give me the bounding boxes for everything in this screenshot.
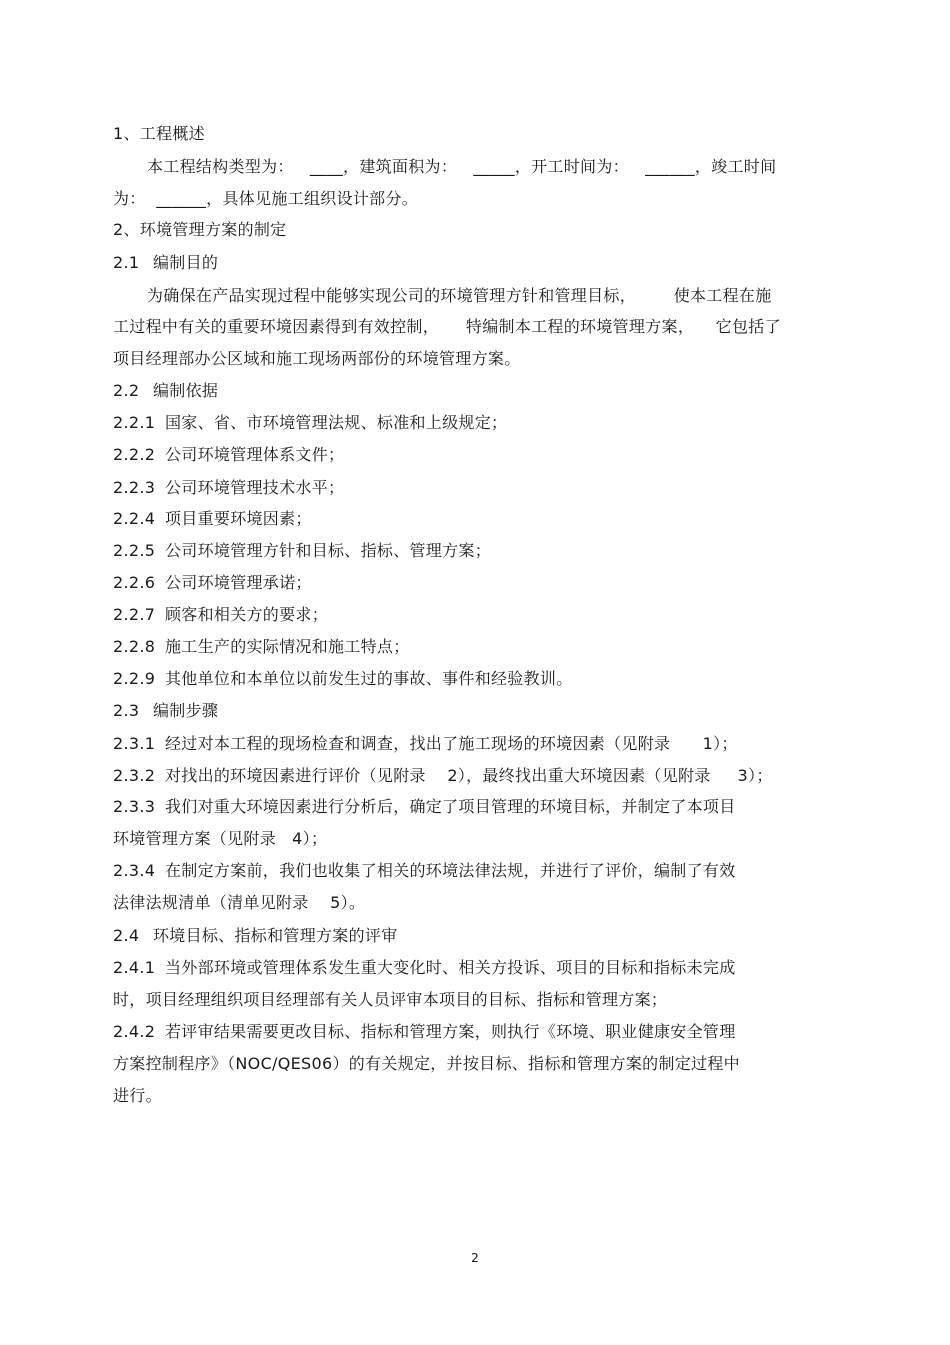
list-item-continuation: 时，项目经理组织项目经理部有关人员评审本项目的目标、指标和管理方案； bbox=[113, 990, 668, 1009]
section-1-paragraph-line-1: 本工程结构类型为： ____，建筑面积为： _____，开工时间为： ______，竣工时间 bbox=[147, 157, 777, 176]
item-text: 顾客和相关方的要求； bbox=[165, 605, 329, 624]
list-item bbox=[113, 797, 736, 817]
section-title: 编制步骤 bbox=[153, 701, 219, 720]
section-2-1-paragraph-line-3: 项目经理部办公区域和施工现场两部份的环境管理方案。 bbox=[113, 349, 521, 368]
item-text: 国家、省、市环境管理法规、标准和上级规定； bbox=[165, 413, 508, 432]
section-2-1-paragraph-line-1: 为确保在产品实现过程中能够实现公司的环境管理方针和管理目标， 使本工程在施 bbox=[147, 286, 772, 305]
list-item-continuation: 环境管理方案（见附录 4）； bbox=[113, 829, 328, 848]
item-number: 2.2.9 bbox=[113, 669, 156, 688]
item-number: 2.2.5 bbox=[113, 541, 156, 560]
item-number: 2.3.3 bbox=[113, 797, 156, 816]
section-title: 环境目标、指标和管理方案的评审 bbox=[153, 926, 398, 945]
list-item bbox=[113, 861, 736, 881]
item-text: 公司环境管理体系文件； bbox=[165, 445, 345, 464]
section-number: 2.1 bbox=[113, 253, 140, 272]
list-item bbox=[113, 958, 736, 978]
item-text: 施工生产的实际情况和施工特点； bbox=[165, 637, 410, 656]
section-2-title: 2、环境管理方案的制定 bbox=[113, 220, 287, 239]
item-number: 2.3.1 bbox=[113, 734, 156, 753]
list-item-continuation: 法律法规清单（清单见附录 5）。 bbox=[113, 893, 366, 912]
section-number: 2.4 bbox=[113, 926, 140, 945]
item-number: 2.2.3 bbox=[113, 478, 156, 497]
item-number: 2.2.4 bbox=[113, 509, 156, 528]
page-number: 2 bbox=[471, 1251, 479, 1265]
item-text: 若评审结果需要更改目标、指标和管理方案，则执行《环境、职业健康安全管理 bbox=[165, 1022, 736, 1041]
list-item bbox=[113, 1022, 736, 1042]
section-2-1-paragraph-line-2: 工过程中有关的重要环境因素得到有效控制， 特编制本工程的环境管理方案， 它包括了 bbox=[113, 317, 781, 336]
list-item bbox=[113, 605, 328, 625]
item-number: 2.4.1 bbox=[113, 958, 156, 977]
section-title: 编制目的 bbox=[153, 253, 219, 272]
list-item bbox=[113, 637, 410, 657]
list-item bbox=[113, 541, 491, 561]
list-item bbox=[113, 669, 573, 689]
item-text: 项目重要环境因素； bbox=[165, 509, 312, 528]
list-item-continuation: 方案控制程序》（NOC/QES06）的有关规定，并按目标、指标和管理方案的制定过程中 bbox=[113, 1054, 740, 1073]
list-item-continuation: 进行。 bbox=[113, 1086, 162, 1105]
list-item bbox=[113, 573, 312, 593]
item-text: 我们对重大环境因素进行分析后，确定了项目管理的环境目标，并制定了本项目 bbox=[165, 797, 736, 816]
item-number: 2.2.1 bbox=[113, 413, 156, 432]
list-item bbox=[113, 413, 507, 433]
item-text: 公司环境管理承诺； bbox=[165, 573, 312, 592]
section-1-paragraph-line-2: 为： ______，具体见施工组织设计部分。 bbox=[113, 189, 419, 208]
section-2-4-heading bbox=[113, 926, 398, 946]
item-number: 2.2.6 bbox=[113, 573, 156, 592]
section-2-2-heading bbox=[113, 381, 218, 401]
list-item bbox=[113, 734, 738, 754]
item-number: 2.2.7 bbox=[113, 605, 156, 624]
item-text: 公司环境管理方针和目标、指标、管理方案； bbox=[165, 541, 492, 560]
item-text: 对找出的环境因素进行评价（见附录 2），最终找出重大环境因素（见附录 3）； bbox=[165, 766, 773, 785]
item-number: 2.3.2 bbox=[113, 766, 156, 785]
item-text: 当外部环境或管理体系发生重大变化时、相关方投诉、项目的目标和指标未完成 bbox=[165, 958, 736, 977]
section-2-3-heading bbox=[113, 701, 218, 721]
list-item bbox=[113, 509, 312, 529]
item-number: 2.2.2 bbox=[113, 445, 156, 464]
section-number: 2.3 bbox=[113, 701, 140, 720]
section-number: 2.2 bbox=[113, 381, 140, 400]
item-text: 在制定方案前，我们也收集了相关的环境法律法规，并进行了评价，编制了有效 bbox=[165, 861, 736, 880]
list-item bbox=[113, 445, 344, 465]
item-text: 经过对本工程的现场检查和调查，找出了施工现场的环境因素（见附录 1）； bbox=[165, 734, 738, 753]
section-2-1-heading bbox=[113, 253, 218, 273]
list-item bbox=[113, 766, 773, 786]
section-1-title: 1、工程概述 bbox=[113, 124, 205, 143]
item-number: 2.2.8 bbox=[113, 637, 156, 656]
section-title: 编制依据 bbox=[153, 381, 219, 400]
item-text: 其他单位和本单位以前发生过的事故、事件和经验教训。 bbox=[165, 669, 573, 688]
item-number: 2.3.4 bbox=[113, 861, 156, 880]
list-item bbox=[113, 478, 344, 498]
item-number: 2.4.2 bbox=[113, 1022, 156, 1041]
item-text: 公司环境管理技术水平； bbox=[165, 478, 345, 497]
